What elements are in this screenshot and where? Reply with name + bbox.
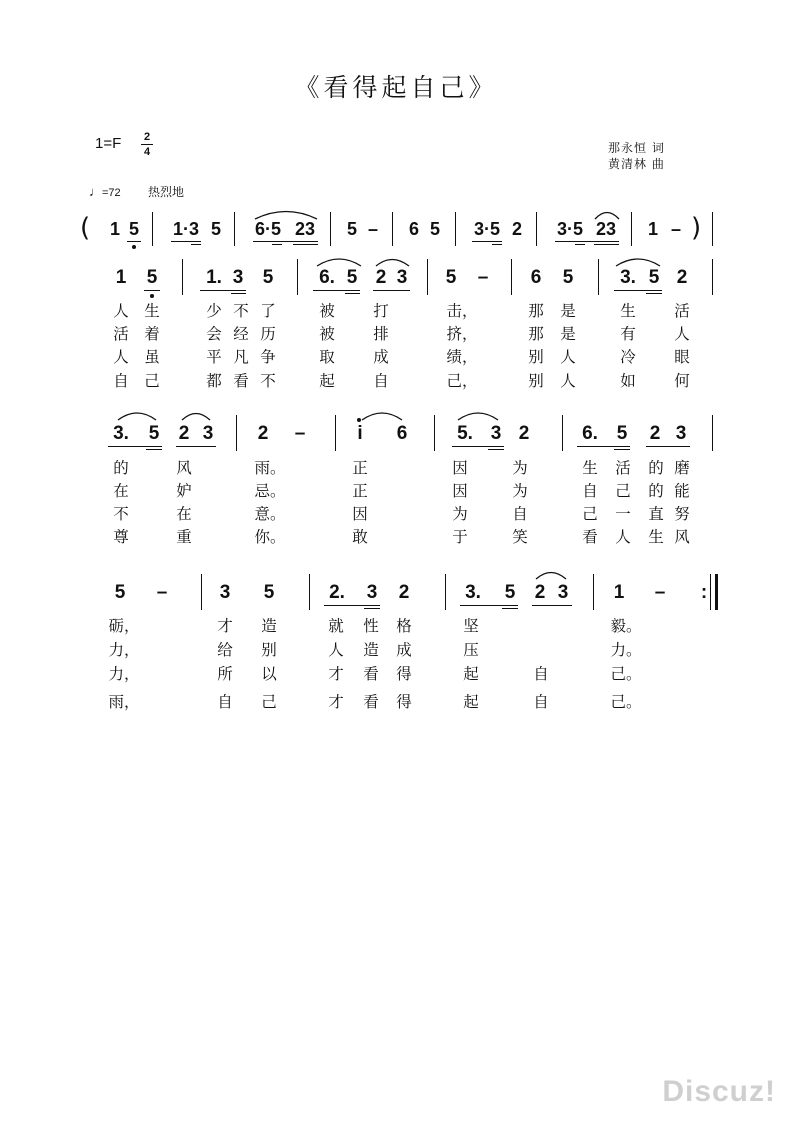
lyric: 雨。 [254, 459, 286, 477]
lyric: 得 [396, 665, 412, 683]
lyricist-credit: 那永恒 词 [608, 141, 665, 155]
note: 5 [346, 219, 358, 239]
note: 5 [262, 267, 274, 288]
lyric: 自 [217, 693, 233, 711]
underline [555, 241, 619, 242]
underline [594, 244, 619, 245]
barline [712, 212, 713, 246]
note: 6 [396, 423, 408, 444]
expression-marking: 热烈地 [148, 185, 185, 199]
note: 2 [649, 423, 661, 444]
lyric: 活 [615, 459, 631, 477]
note: 5 [504, 582, 516, 603]
slur [253, 208, 319, 220]
lyric: 平 [206, 348, 222, 366]
lyric: 为 [452, 505, 468, 523]
lyric: 自 [113, 372, 129, 390]
barline [445, 574, 446, 610]
barline [562, 415, 563, 451]
note: – [367, 219, 379, 239]
barline [201, 574, 202, 610]
lyric: 性 [363, 617, 379, 635]
underline [108, 446, 162, 447]
lyric: 看 [363, 665, 379, 683]
note: 1 [613, 582, 625, 603]
lyric: 的 [648, 459, 664, 477]
barline [392, 212, 393, 246]
note: – [294, 423, 306, 444]
slur [315, 255, 363, 267]
lyric: 人 [560, 348, 576, 366]
lyric: 给 [217, 641, 233, 659]
note: 5 [114, 582, 126, 603]
lyric: 起 [319, 372, 335, 390]
note: 3·5 [473, 219, 501, 239]
lyric: 己。 [610, 665, 642, 683]
lyric: 己。 [610, 693, 642, 711]
lyric: 的 [113, 459, 129, 477]
lyric: 成 [373, 348, 389, 366]
tempo-marking [89, 184, 121, 199]
lyric: 虽 [144, 348, 160, 366]
lyric: 才 [328, 665, 344, 683]
lyric: 因 [352, 505, 368, 523]
barline [434, 415, 435, 451]
underline [231, 293, 246, 294]
underline [324, 605, 380, 606]
slur [180, 409, 212, 421]
lyric: 压 [463, 641, 479, 659]
underline [345, 293, 360, 294]
note: 5 [148, 423, 160, 444]
barline [427, 259, 428, 295]
underline [200, 290, 246, 291]
barline [536, 212, 537, 246]
slur [614, 255, 662, 267]
underline [472, 241, 502, 242]
lyric: 成 [396, 641, 412, 659]
note: 6 [530, 267, 542, 288]
note: 1. [206, 267, 222, 288]
lyric: 雨， [108, 693, 140, 711]
barline [455, 212, 456, 246]
lyric: 因 [452, 482, 468, 500]
note: 3 [232, 267, 244, 288]
underline [614, 290, 662, 291]
note: 5 [128, 219, 140, 239]
lyric: 何 [674, 372, 690, 390]
lyric-row [0, 369, 792, 409]
lyric: 活 [674, 302, 690, 320]
note: 3 [557, 582, 569, 603]
lyric: 看 [582, 528, 598, 546]
barline [593, 574, 594, 610]
lyric: 力。 [610, 641, 642, 659]
underline [146, 449, 162, 450]
lyric: 因 [452, 459, 468, 477]
note: 5 [346, 267, 358, 288]
watermark: Discuz! [662, 1075, 776, 1108]
lyric: 在 [176, 505, 192, 523]
lyric: 不 [260, 372, 276, 390]
barline [182, 259, 183, 295]
barline [712, 259, 713, 295]
lyric: 才 [217, 617, 233, 635]
intro-open-paren: ( [80, 213, 91, 243]
slur [534, 568, 568, 580]
lyric: 都 [206, 372, 222, 390]
lyric: 努 [674, 505, 690, 523]
note: 1·3 [172, 219, 200, 239]
note: 2 [375, 267, 387, 288]
note: 3 [490, 423, 502, 444]
lyric: 能 [674, 482, 690, 500]
note: 5 [263, 582, 275, 603]
intro-staff [0, 213, 792, 258]
note: 3 [202, 423, 214, 444]
underline [575, 244, 585, 245]
note: 6 [408, 219, 420, 239]
barline [297, 259, 298, 295]
slur [456, 409, 500, 421]
lyric: 人 [113, 348, 129, 366]
underline [171, 241, 201, 242]
lyric: 造 [261, 617, 277, 635]
lyric: 人 [113, 302, 129, 320]
lyric: 意。 [254, 505, 286, 523]
note: 5 [429, 219, 441, 239]
time-signature [140, 131, 154, 158]
lyric: 如 [620, 372, 636, 390]
intro-close-paren: ) [691, 213, 702, 243]
lyric: 力， [108, 641, 140, 659]
lyric: 被 [319, 302, 335, 320]
barline [236, 415, 237, 451]
lower-octave-dot [150, 294, 154, 298]
lyric: 人 [674, 325, 690, 343]
lyric: 眼 [674, 348, 690, 366]
note: – [477, 267, 489, 288]
lyric: 了 [260, 302, 276, 320]
time-signature-bottom: 4 [143, 146, 151, 158]
lyric: 磨 [674, 459, 690, 477]
note: 2 [511, 219, 523, 239]
lyric: 历 [260, 325, 276, 343]
lyric: 己 [582, 505, 598, 523]
lyric: 尊 [113, 528, 129, 546]
final-barline [715, 574, 718, 610]
note: 5 [445, 267, 457, 288]
underline [492, 244, 502, 245]
slur [360, 409, 404, 421]
lyric: 别 [528, 372, 544, 390]
barline [330, 212, 331, 246]
underline [313, 290, 360, 291]
lyric: 会 [206, 325, 222, 343]
note: 23 [294, 219, 316, 239]
note: – [156, 582, 168, 603]
lyric: 是 [560, 302, 576, 320]
song-title: 《看得起自己》 [294, 73, 498, 102]
lyric: 己 [144, 372, 160, 390]
note: i [357, 423, 363, 444]
lyric: 你。 [254, 528, 286, 546]
lyric: 取 [319, 348, 335, 366]
lyric: 争 [260, 348, 276, 366]
lyric: 力， [108, 665, 140, 683]
barline [335, 415, 336, 451]
lyric: 着 [144, 325, 160, 343]
time-signature-line [141, 144, 153, 145]
lyric: 正 [352, 482, 368, 500]
underline [373, 290, 410, 291]
underline [191, 244, 201, 245]
note: 3·5 [556, 219, 584, 239]
barline [710, 574, 711, 610]
lyric: 就 [328, 617, 344, 635]
lyric: 为 [512, 482, 528, 500]
lyric: 那 [528, 325, 544, 343]
lyric: 己 [615, 482, 631, 500]
slur [374, 255, 411, 267]
note: 2 [178, 423, 190, 444]
underline [646, 293, 662, 294]
note: 2 [676, 267, 688, 288]
lyric: 一 [615, 505, 631, 523]
underline [272, 244, 282, 245]
lyric: 忌。 [254, 482, 286, 500]
underline [452, 446, 504, 447]
lyric: 不 [113, 505, 129, 523]
note: – [670, 219, 682, 239]
lyric: 冷 [620, 348, 636, 366]
note: 3 [219, 582, 231, 603]
lyric: 在 [113, 482, 129, 500]
note: 5 [616, 423, 628, 444]
lyric: 自 [512, 505, 528, 523]
lyric: 绩， [446, 348, 478, 366]
key-signature: 1=F [95, 135, 122, 152]
note: 5 [648, 267, 660, 288]
note: 2. [329, 582, 345, 603]
lyric: 打 [373, 302, 389, 320]
lyric: 生 [144, 302, 160, 320]
underline [532, 605, 572, 606]
barline [598, 259, 599, 295]
note: 1 [115, 267, 127, 288]
composer-credit: 黄清林 曲 [608, 157, 665, 171]
lyric: 得 [396, 693, 412, 711]
lyric: 不 [233, 302, 249, 320]
barline [631, 212, 632, 246]
underline [646, 446, 690, 447]
note: 2 [257, 423, 269, 444]
lower-octave-dot [132, 245, 136, 249]
lyric: 己 [261, 693, 277, 711]
lyric: 坚 [463, 617, 479, 635]
tempo-value: =72 [102, 187, 121, 199]
lyric: 自 [533, 665, 549, 683]
underline [293, 244, 318, 245]
barline [511, 259, 512, 295]
note: 6·5 [254, 219, 282, 239]
note: 5 [210, 219, 222, 239]
barline [309, 574, 310, 610]
lyric: 生 [620, 302, 636, 320]
lyric: 砺， [108, 617, 140, 635]
lyric: 生 [582, 459, 598, 477]
lyric: 起 [463, 693, 479, 711]
quarter-note-icon: ♩ [89, 184, 102, 199]
lyric: 被 [319, 325, 335, 343]
lyric: 造 [363, 641, 379, 659]
lyric: 生 [648, 528, 664, 546]
note: 6. [582, 423, 598, 444]
barline [152, 212, 153, 246]
note: 6. [319, 267, 335, 288]
underline [364, 608, 380, 609]
lyric: 人 [328, 641, 344, 659]
lyric: 那 [528, 302, 544, 320]
lyric: 妒 [176, 482, 192, 500]
lyric: 格 [396, 617, 412, 635]
lyric: 击， [446, 302, 478, 320]
note: 5 [146, 267, 158, 288]
note: – [654, 582, 666, 603]
lyric: 以 [261, 665, 277, 683]
lyric: 经 [233, 325, 249, 343]
underline [577, 446, 630, 447]
lyric: 直 [648, 505, 664, 523]
lyric: 起 [463, 665, 479, 683]
lyric: 看 [233, 372, 249, 390]
lyric: 为 [512, 459, 528, 477]
lyric: 人 [560, 372, 576, 390]
lyric: 重 [176, 528, 192, 546]
note: 3. [620, 267, 636, 288]
lyric: 看 [363, 693, 379, 711]
lyric: 自 [373, 372, 389, 390]
lyric: 风 [674, 528, 690, 546]
lyric: 活 [113, 325, 129, 343]
lyric: 所 [217, 665, 233, 683]
underline [144, 290, 160, 291]
underline [502, 608, 518, 609]
note: 2 [518, 423, 530, 444]
lyric: 于 [452, 528, 468, 546]
lyric: 自 [533, 693, 549, 711]
note: 3. [465, 582, 481, 603]
note: 5 [562, 267, 574, 288]
note: 2 [398, 582, 410, 603]
lyric: 排 [373, 325, 389, 343]
lyric: 正 [352, 459, 368, 477]
lyric: 少 [206, 302, 222, 320]
barline [712, 415, 713, 451]
lyric: 毅。 [610, 617, 642, 635]
barline [234, 212, 235, 246]
lyric: 凡 [233, 348, 249, 366]
underline [253, 241, 318, 242]
underline [460, 605, 518, 606]
underline [488, 449, 504, 450]
underline [127, 241, 141, 242]
lyric: 的 [648, 482, 664, 500]
lyric: 敢 [352, 528, 368, 546]
note: 3 [396, 267, 408, 288]
lyric: 己， [446, 372, 478, 390]
underline [614, 449, 630, 450]
time-signature-top: 2 [143, 131, 151, 143]
lyric: 挤， [446, 325, 478, 343]
note: 2 [534, 582, 546, 603]
note: 1 [109, 219, 121, 239]
lyric-row [0, 690, 792, 730]
lyric: 别 [528, 348, 544, 366]
note: 5. [457, 423, 473, 444]
repeat-dots: : [700, 582, 708, 603]
lyric: 笑 [512, 528, 528, 546]
note: 3. [113, 423, 129, 444]
lyric: 自 [582, 482, 598, 500]
note: 3 [675, 423, 687, 444]
slur [116, 409, 158, 421]
note: 23 [595, 219, 617, 239]
lyric: 有 [620, 325, 636, 343]
lyric-row [0, 525, 792, 565]
underline [176, 446, 216, 447]
lyric: 别 [261, 641, 277, 659]
lyric: 人 [615, 528, 631, 546]
lyric: 是 [560, 325, 576, 343]
lyric: 风 [176, 459, 192, 477]
lyric: 才 [328, 693, 344, 711]
note: 1 [647, 219, 659, 239]
note: 3 [366, 582, 378, 603]
slur [594, 208, 620, 220]
